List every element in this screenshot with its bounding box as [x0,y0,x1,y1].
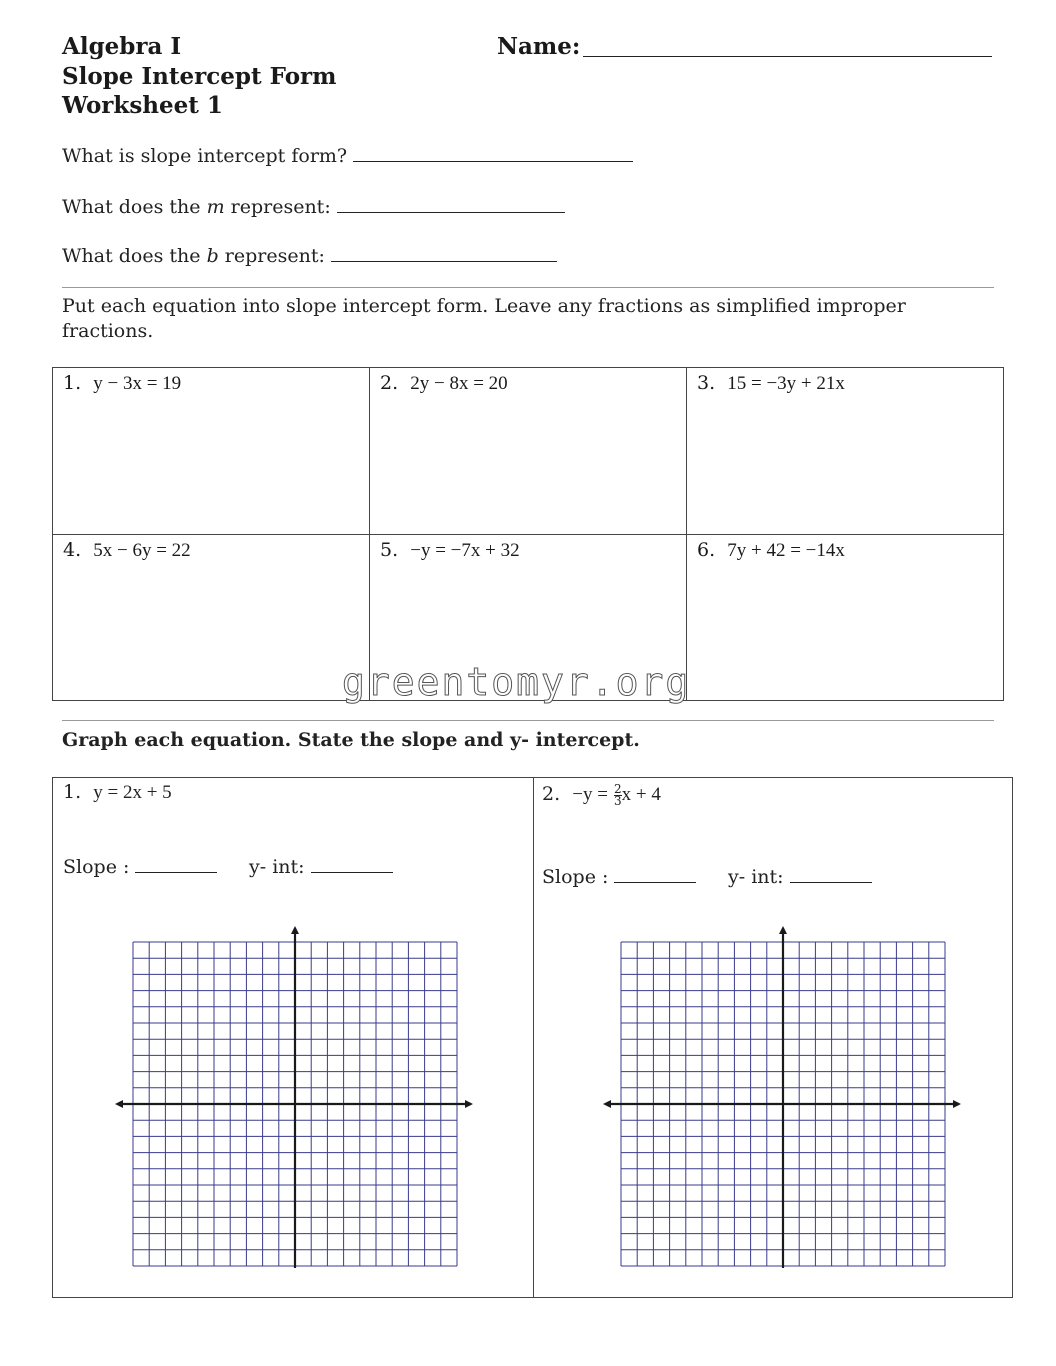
coordinate-grid-2[interactable] [603,926,963,1268]
problem-5-label: 5. −y = −7x + 32 [380,539,520,561]
x-axis-arrow-left [115,1100,123,1108]
problem-cell-2[interactable] [370,368,687,535]
y-axis-arrow-up [779,926,787,934]
question-3-answer[interactable] [331,244,557,262]
problem-4-label: 4. 5x − 6y = 22 [63,539,191,561]
watermark: greentomyr.org [342,660,691,704]
question-3-suffix: represent: [218,245,325,267]
problem-cell-3[interactable] [687,368,1003,535]
coordinate-grid-1[interactable] [115,926,475,1268]
graph-1-yint: y- int: [249,855,393,878]
question-3-var: b [206,245,219,267]
problem-3-label: 3. 15 = −3y + 21x [697,372,845,394]
problem-cell-1[interactable] [53,368,370,535]
question-2-var: m [206,196,225,218]
question-2-text: What does the [62,196,207,218]
divider-2 [62,720,994,721]
name-label: Name: [497,33,581,60]
graph-section [52,777,1013,1298]
graph-1-yint-field[interactable] [311,855,393,873]
question-2 [62,195,565,218]
fraction: $\frac{2}{3}$ [613,781,622,808]
problem-6-label: 6. 7y + 42 = −14x [697,539,845,561]
x-axis-arrow-right [953,1100,961,1108]
problem-cell-6[interactable] [687,535,1003,700]
graph-divider [533,778,534,1297]
question-3 [62,244,557,267]
name-field[interactable] [583,56,992,57]
x-axis-arrow-right [465,1100,473,1108]
graph-2-yint-field[interactable] [790,865,872,883]
graph-problem-1-label: 1. y = 2x + 5 [63,781,172,803]
problem-cell-4[interactable] [53,535,370,700]
x-axis-arrow-left [603,1100,611,1108]
problem-2-label: 2. 2y − 8x = 20 [380,372,508,394]
problem-1-label: 1. y − 3x = 19 [63,372,182,394]
graph-problem-2-label: 2. −y = $\frac{2}{3}$ x + 4 [542,781,661,808]
question-1-text: What is slope intercept form? [62,145,348,167]
divider-1 [62,287,994,288]
question-2-answer[interactable] [337,195,565,213]
graph-1-slope-field[interactable] [135,855,217,873]
question-2-suffix: represent: [224,196,331,218]
equation-table [52,367,1004,701]
graph-2-slope: Slope : [542,865,696,888]
graph-1-slope: Slope : [63,855,217,878]
topic-title: Slope Intercept Form [62,63,337,90]
question-1 [62,144,633,167]
y-axis-arrow-up [291,926,299,934]
question-3-text: What does the [62,245,207,267]
worksheet-title: Worksheet 1 [62,92,223,119]
section2-instructions: Graph each equation. State the slope and y- intercept. [62,729,640,751]
course-title: Algebra I [62,33,182,60]
graph-2-slope-field[interactable] [614,865,696,883]
section1-instructions: Put each equation into slope intercept form. Leave any fractions as simplified improper fractions. [62,295,906,342]
question-1-answer[interactable] [353,144,633,162]
graph-2-yint: y- int: [728,865,872,888]
